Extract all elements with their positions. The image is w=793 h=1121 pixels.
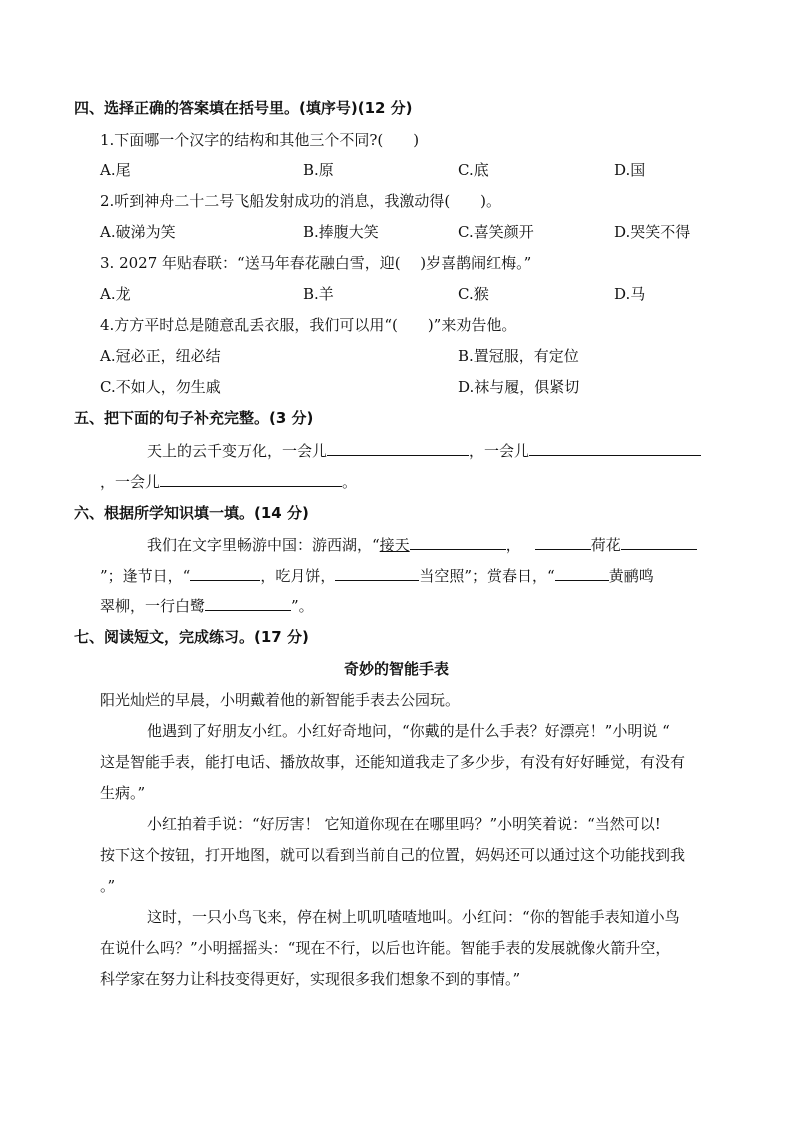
sec6-text: 黄鹂鸣 [608,567,654,585]
passage-paragraph-2-line-1: 他遇到了好朋友小红。小红好奇地问，“你戴的是什么手表？好漂亮！”小明说 “ [147,722,670,740]
sec6-line1 [147,535,697,555]
q2-option-c: C.喜笑颜开 [458,223,534,241]
sec5-blank-2[interactable] [529,441,701,456]
q1-option-a: A.尾 [100,161,131,179]
q4-option-c: C.不如人，勿生戚 [100,378,221,396]
sec5-text-c: ，一会儿 [100,473,161,491]
sec5-line2 [100,472,357,492]
q1-option-c: C.底 [458,161,489,179]
q3-option-b: B.羊 [303,285,334,303]
passage-paragraph-4-line-3: 科学家在努力让科技变得更好，实现很多我们想象不到的事情。” [100,970,521,988]
passage-paragraph-2-line-3: 生病。” [100,784,146,802]
q2-option-d: D.哭笑不得 [614,223,691,241]
sec6-blank-1[interactable] [410,535,506,550]
sec5-blank-3[interactable] [160,472,342,487]
q4-option-d: D.袜与履，俱紧切 [458,378,580,396]
passage-title: 奇妙的智能手表 [343,660,449,678]
q3-stem: 3. 2027 年贴春联：“送马年春花融白雪，迎( )岁喜鹊闹红梅。” [100,254,532,272]
q2-option-b: B.捧腹大笑 [303,223,379,241]
q4-option-b: B.置冠服，有定位 [458,347,579,365]
passage-paragraph-3-line-2: 按下这个按钮，打开地图，就可以看到当前自己的位置，妈妈还可以通过这个功能找到我 [100,846,686,864]
sec6-blank-3[interactable] [621,535,697,550]
sec6-blank-4[interactable] [190,566,260,581]
sec6-text: ”；逢节日，“ [100,567,191,585]
sec6-text: 当空照”；赏春日，“ [419,567,555,585]
sec5-text-d: 。 [342,473,358,491]
sec6-line2 [100,566,654,586]
sec6-text: 荷花 [590,536,621,554]
passage-paragraph-1: 阳光灿烂的早晨，小明戴着他的新智能手表去公园玩。 [100,691,461,709]
sec6-text: ，吃月饼， [260,567,336,585]
sec6-blank-2[interactable] [535,535,591,550]
section-6-heading: 六、根据所学知识填一填。(14 分) [74,504,309,522]
passage-paragraph-3-line-3: 。” [100,877,116,895]
q3-option-c: C.猴 [458,285,489,303]
sec6-text: ”。 [291,597,314,615]
sec6-text: 我们在文字里畅游中国：游西湖，“ [147,536,380,554]
q3-option-d: D.马 [614,285,646,303]
sec5-blank-1[interactable] [327,441,469,456]
passage-paragraph-4-line-1: 这时，一只小鸟飞来，停在树上叽叽喳喳地叫。小红问：“你的智能手表知道小鸟 [147,908,680,926]
q4-stem: 4.方方平时总是随意乱丢衣服，我们可以用“( )”来劝告他。 [100,316,517,334]
q4-option-a: A.冠必正，纽必结 [100,347,221,365]
q2-stem: 2.听到神舟二十二号飞船发射成功的消息，我激动得( )。 [100,192,502,210]
sec6-blank-6[interactable] [555,566,609,581]
sec5-line1 [147,441,701,461]
q2-option-a: A.破涕为笑 [100,223,176,241]
section-7-heading: 七、阅读短文，完成练习。(17 分) [74,628,309,646]
passage-paragraph-4-line-2: 在说什么吗？”小明摇摇头：“现在不行，以后也许能。智能手表的发展就像火箭升空， [100,939,671,957]
sec6-text: ， [505,536,521,554]
sec5-text-a: 天上的云千变万化，一会儿 [147,442,328,460]
passage-paragraph-2-line-2: 这是智能手表，能打电话、播放故事，还能知道我走了多少步，有没有好好睡觉，有没有 [100,753,686,771]
section-4-heading: 四、选择正确的答案填在括号里。(填序号)(12 分) [74,99,413,117]
sec6-blank-5[interactable] [335,566,419,581]
sec6-underlined-word: 接天 [379,536,410,554]
q1-option-b: B.原 [303,161,334,179]
q1-stem: 1.下面哪一个汉字的结构和其他三个不同?( ) [100,131,420,149]
passage-paragraph-3-line-1: 小红拍着手说：“好厉害！ 它知道你现在在哪里吗？”小明笑着说：“当然可以! [147,815,661,833]
sec6-blank-7[interactable] [205,596,291,611]
sec5-text-b: ，一会儿 [469,442,530,460]
q3-option-a: A.龙 [100,285,131,303]
q1-option-d: D.国 [614,161,646,179]
sec6-line3 [100,596,314,616]
section-5-heading: 五、把下面的句子补充完整。(3 分) [74,409,314,427]
sec6-text: 翠柳，一行白鹭 [100,597,206,615]
